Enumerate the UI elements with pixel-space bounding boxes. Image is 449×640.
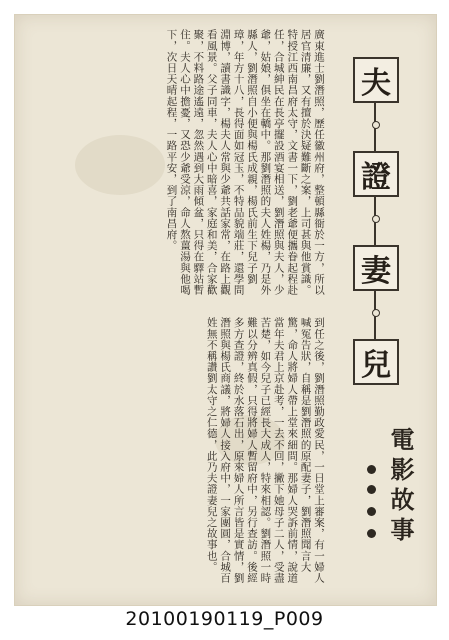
connector-dot [372,215,380,223]
title-char-3: 妻 [353,245,399,291]
decorative-dot [367,465,376,474]
story-text-upper: 廣東進士劉潛照，歷任徽州府，整頓縣衙於一方，所以居官清廉，又有擅於決疑難斷之案，上司甚與他賞識。特授江西南昌府太守，文書一下，劉老爺便攜眷起程赴任，合城紳民在長亭擺設酒宴相送，劉潛照與夫人，少爺，姑娘，俱坐在轎中。那劉潛照的夫人姓楊，乃是外縣人，劉潛照自小便與楊氏成親，楊氏前生下兒子劉璋，年方十八，長得面如冠玉，不特品貌端莊，還學問淵博，讀書識字，楊夫人常與少爺共話家常，在路上觀看風景。父子同車，夫人心中暗喜，家庭和美，合家歡聚，不料路途遙遠，忽然遇到大雨傾盆，只得在驛站暫住。夫人心中擔憂，又恐少爺受涼，命人熬薑湯與他喝下，次日天晴起程，一路平安，到了南昌府。 [165,29,325,296]
connector-dot [372,121,380,129]
archive-id-caption: 20100190119_P009 [125,608,324,630]
decorative-dot [367,485,376,494]
title-char-4: 兒 [353,339,399,385]
title-char-2: 證 [353,151,399,197]
decorative-dot [367,507,376,516]
title-char-1: 夫 [353,57,399,103]
document-page [14,14,437,606]
decorative-dot [367,529,376,538]
connector-dot [372,309,380,317]
story-text-lower: 到任之後，劉潛照勤政愛民，一日堂上審案，有一婦人喊冤告狀，自稱是劉潛照的原配妻子，劉潛照聞言大驚，命人將婦人帶上堂來細問。那婦人哭訴前情，說道當年夫君上京赴考，一去不回，撇下她母子二人，受盡苦楚，如今兒子已經長大成人，特來相認。劉潛照一時難以分辨真假，只得將婦人暫留府中，另行查訪。後經多方查證，終於水落石出，原來婦人所言皆是實情，劉潛照與楊氏商議，將婦人接入府中，一家團圓，合城百姓無不稱讚劉太守之仁德，此乃夫證妻兒之故事也。 [205,317,325,584]
section-label: 電影故事 [386,427,415,547]
